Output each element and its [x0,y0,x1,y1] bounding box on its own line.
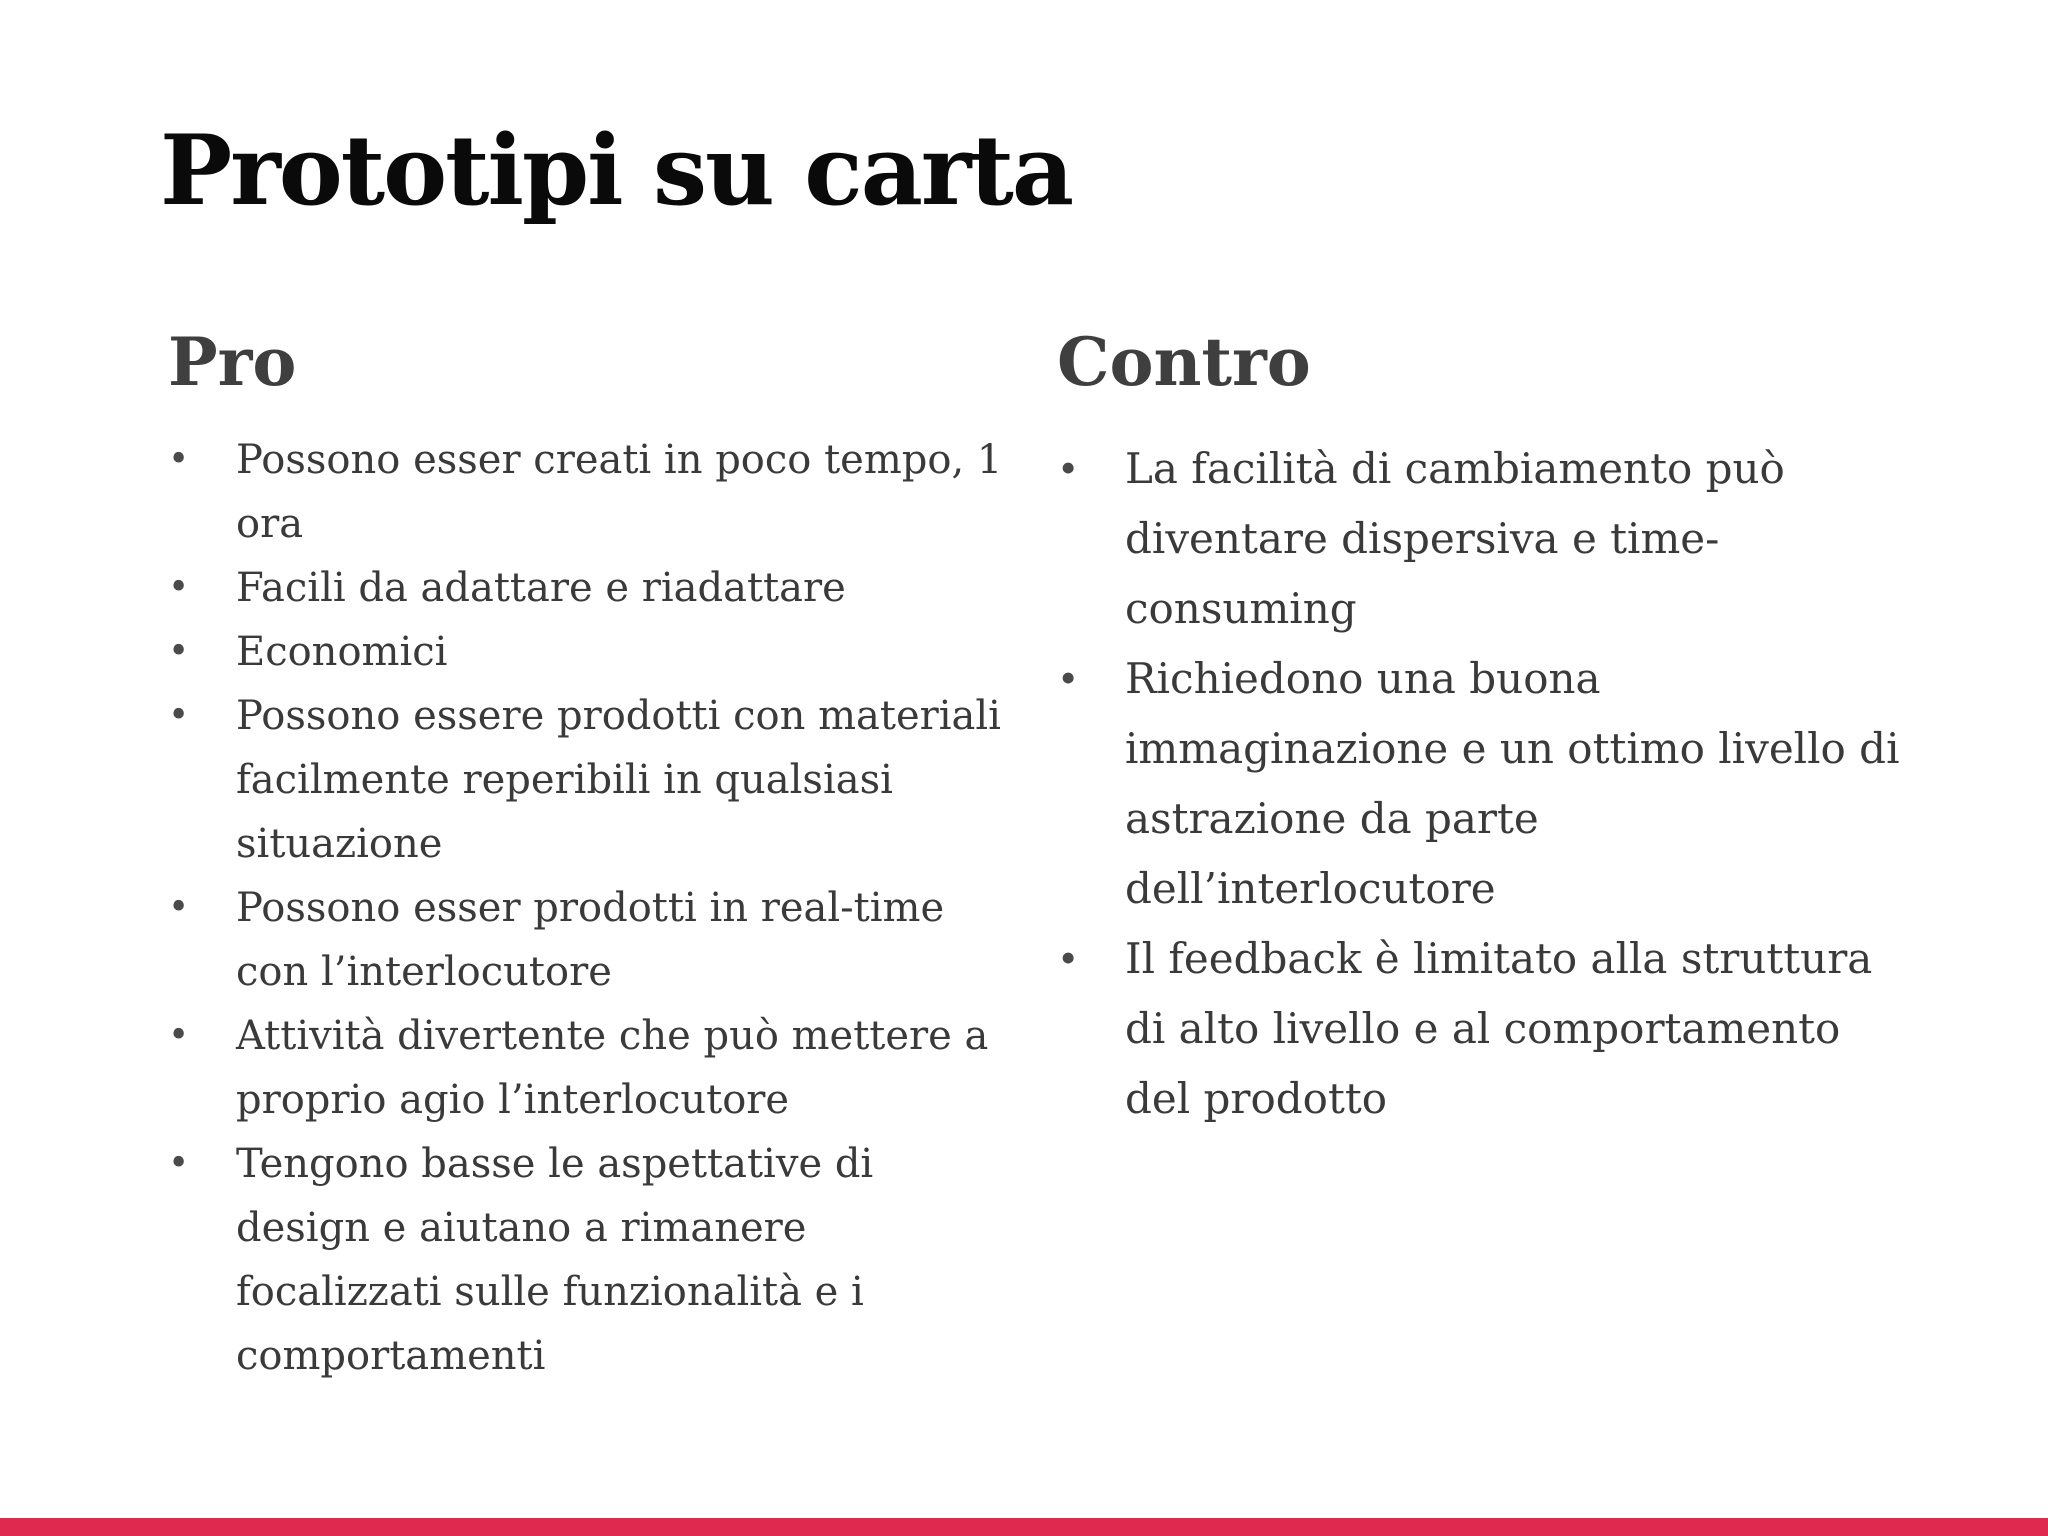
list-item [168,556,1018,620]
list-item-text: Tengono basse le aspettative di design e aiutano a rimanere focalizzati sulle funzionalità e i comportamenti [236,1141,874,1379]
list-item [1057,924,1917,1134]
list-item-text: La facilità di cambiamento può diventare dispersiva e time-consuming [1125,444,1785,633]
list-item [168,684,1018,876]
bullet-icon: • [168,695,190,736]
pro-list [168,428,1018,1388]
bullet-icon: • [168,1015,190,1056]
contro-list [1057,434,1917,1134]
bullet-icon: • [1057,937,1080,981]
list-item [168,1132,1018,1388]
list-item [1057,434,1917,644]
bullet-icon: • [1057,447,1080,491]
list-item-text: Possono esser creati in poco tempo, 1 ora [236,437,1003,547]
pro-heading: Pro [168,323,297,401]
bullet-icon: • [168,439,190,480]
list-item-text: Possono essere prodotti con materiali facilmente reperibili in qualsiasi situazione [236,693,1001,867]
list-item [168,1004,1018,1132]
list-item-text: Economici [236,629,448,675]
bullet-icon: • [168,887,190,928]
bullet-icon: • [1057,657,1080,701]
list-item-text: Facili da adattare e riadattare [236,565,846,611]
list-item [168,428,1018,556]
bullet-icon: • [168,631,190,672]
bullet-icon: • [168,567,190,608]
bullet-icon: • [168,1143,190,1184]
list-item-text: Richiedono una buona immaginazione e un ottimo livello di astrazione da parte dell’interlocutore [1125,654,1900,913]
contro-heading: Contro [1057,323,1311,401]
list-item-text: Possono esser prodotti in real-time con l’interlocutore [236,885,945,995]
accent-bar [0,1518,2048,1536]
list-item [168,876,1018,1004]
list-item [168,620,1018,684]
list-item-text: Il feedback è limitato alla struttura di alto livello e al comportamento del prodotto [1125,934,1873,1123]
list-item-text: Attività divertente che può mettere a proprio agio l’interlocutore [236,1013,989,1123]
slide-title: Prototipi su carta [160,114,1073,227]
list-item [1057,644,1917,924]
